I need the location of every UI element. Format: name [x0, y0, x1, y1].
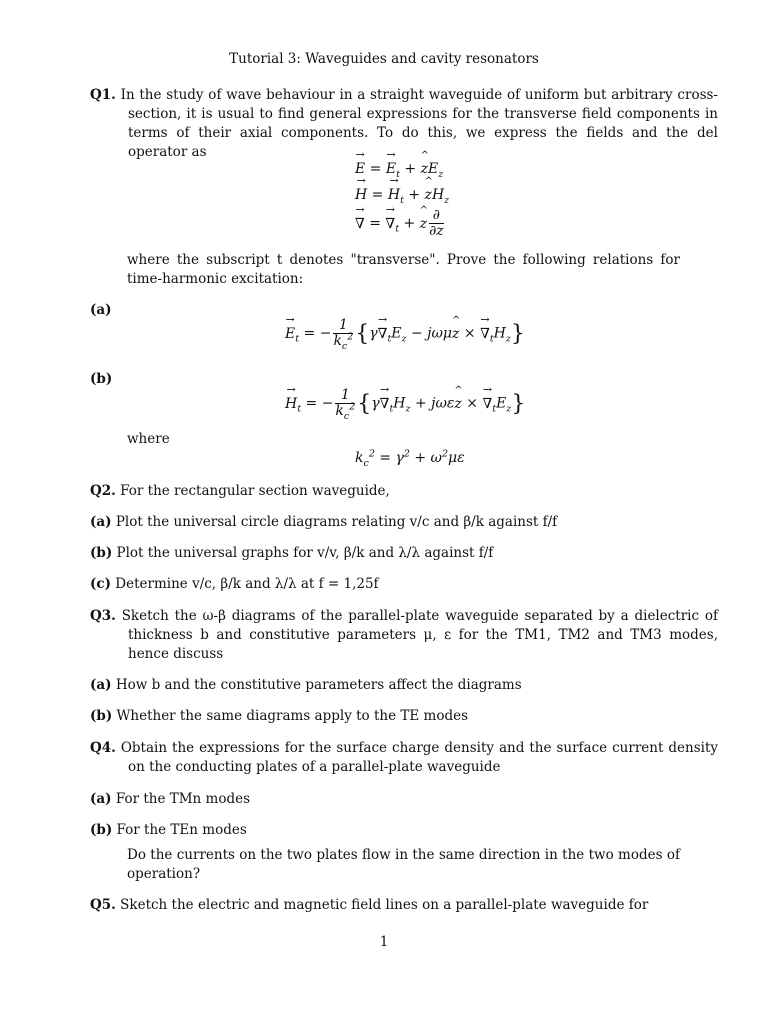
q4-text: Obtain the expressions for the surface charge density and the surface current density on the conducting plates of a parallel-plate waveguide: [120, 740, 718, 775]
eq-e-field: → E = → $E_t$ + ^ $zE_z$: [355, 160, 443, 179]
q4-label: Q4.: [90, 740, 116, 756]
q2-text: For the rectangular section waveguide,: [120, 483, 390, 499]
q5-block: [90, 896, 690, 915]
eq-del-operator: → ∇ = → $\nabla_t$ + ^ z $\frac{\partial}{\partial z}$: [355, 208, 446, 239]
q4-block: [90, 739, 718, 777]
q3-text: Sketch the ω-β diagrams of the parallel-plate waveguide separated by a dielectric of thickness b and constitutive parameters μ, ε for the TM1, TM2 and TM3 modes, hence discuss: [121, 608, 718, 662]
page-number: 1: [379, 934, 389, 950]
q1-text: In the study of wave behaviour in a straight waveguide of uniform but arbitrary cross-section, it is usual to find general expressions for the transverse field components in terms of their axial components. To do this, we express the fields and the del operator as: [120, 87, 718, 160]
page-title: Tutorial 3: Waveguides and cavity resonators: [229, 51, 539, 67]
eq-et: → $E_t$ = − $\frac{1}{k_c^2}$ {$\gamma\to \nabla_tE_z$ − jωμ^ z × → $\nabla_tH_z$}: [285, 318, 525, 349]
q1-b-label: (b): [90, 371, 113, 387]
q1-where-label: where: [127, 431, 170, 447]
q4-followup: Do the currents on the two plates flow in the same direction in the two modes of operation?: [127, 847, 680, 882]
q3-label: Q3.: [90, 608, 116, 624]
eq-h-field: → H = → $H_t$ + ^ $zH_z$: [355, 186, 449, 205]
q2-item-b: (b) Plot the universal graphs for v/v, β/k and λ/λ against f/f: [90, 545, 494, 561]
eq-ht: → $H_t$ = − $\frac{1}{k_c^2}$ {$\gamma\to \nabla_tH_z$ + jωε^ z × → $\nabla_tE_z$}: [285, 388, 525, 419]
q2-label: Q2.: [90, 483, 116, 499]
q3-item-b: (b) Whether the same diagrams apply to the TE modes: [90, 708, 469, 724]
q1-label: Q1.: [90, 87, 116, 103]
q1-a-label: (a): [90, 302, 112, 318]
q3-block: [90, 607, 718, 664]
q4-item-b: (b) For the TEn modes: [90, 822, 247, 838]
q4-item-a: (a) For the TMn modes: [90, 791, 251, 807]
q2-item-c: (c) Determine v/c, β/k and λ/λ at f = 1,25f: [90, 576, 379, 592]
q5-label: Q5.: [90, 897, 116, 913]
eq-kc: $k_c^2 = \gamma^2 + \omega^2\mu\varepsilon$: [355, 448, 465, 469]
q3-item-a: (a) How b and the constitutive parameters affect the diagrams: [90, 677, 522, 693]
q1-block: [90, 86, 718, 162]
q5-text: Sketch the electric and magnetic field lines on a parallel-plate waveguide for: [120, 897, 649, 913]
q1-where-text: where the subscript t denotes "transverse". Prove the following relations for time-harmonic excitation:: [127, 252, 680, 287]
q2-item-a: (a) Plot the universal circle diagrams relating v/c and β/k against f/f: [90, 514, 558, 530]
q2-block: [90, 482, 690, 501]
